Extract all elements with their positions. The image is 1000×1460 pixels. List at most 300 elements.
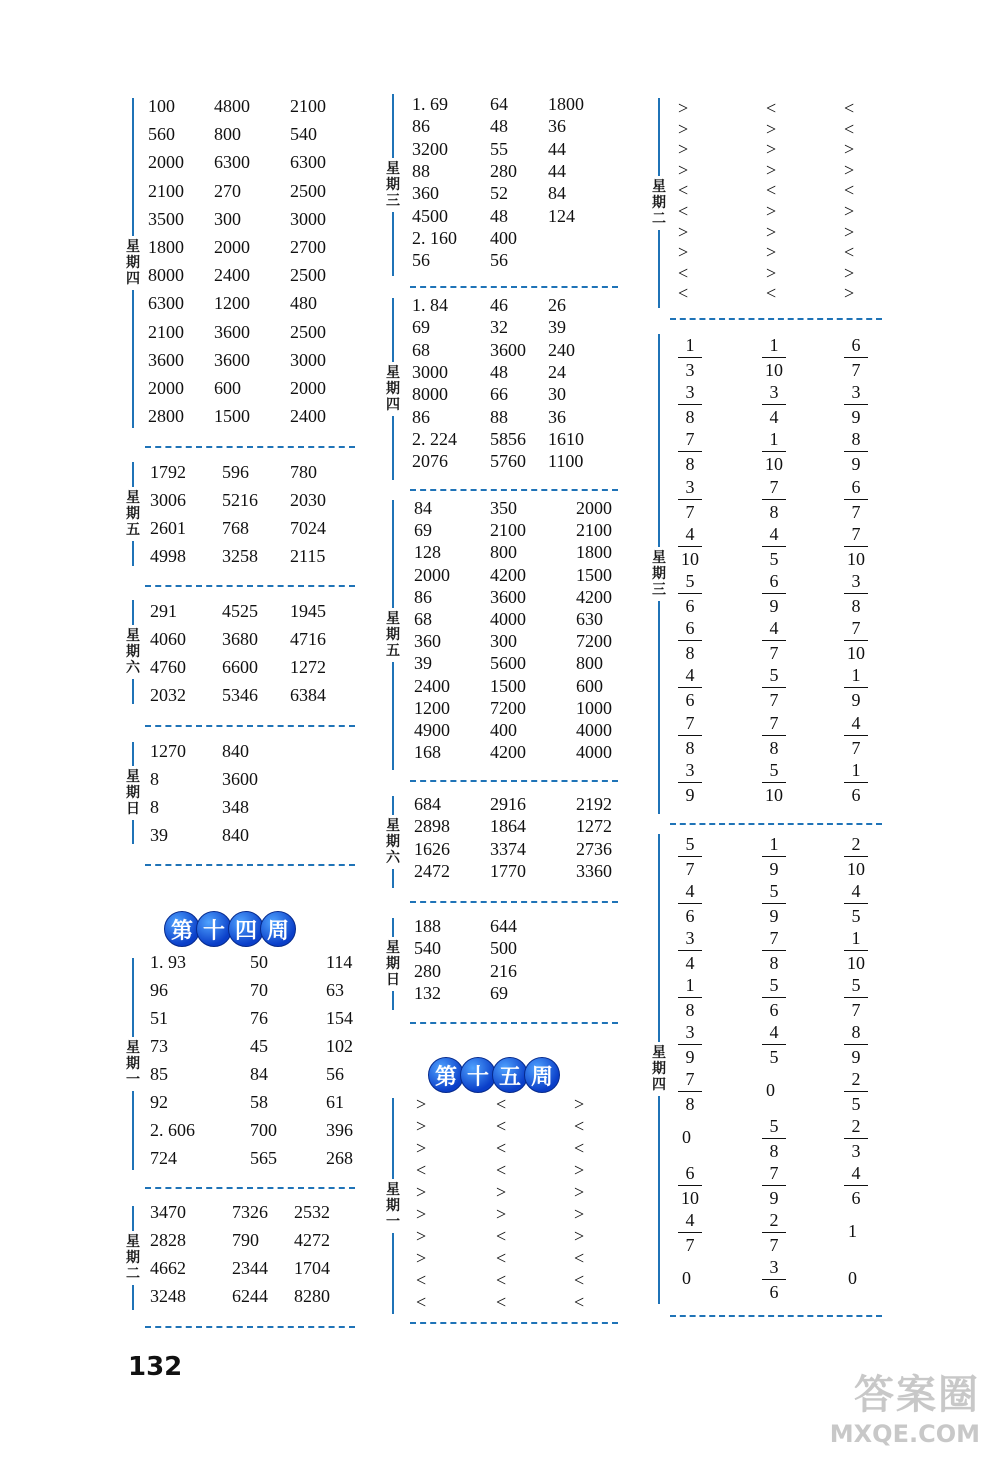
answer-cell: > (766, 201, 777, 221)
answer-cell: 36 (548, 406, 566, 427)
label-rule (132, 679, 134, 704)
answer-cell: < (496, 1138, 507, 1158)
answer-cell: 1800 (148, 237, 184, 257)
answer-cell: 4200 (490, 742, 526, 763)
answer-cell: 480 (290, 293, 317, 314)
section-divider (410, 901, 618, 903)
numerator: 3 (851, 571, 861, 591)
answer-cell: 73 (150, 1036, 168, 1056)
answer-cell: 5600 (490, 653, 526, 674)
label-char: 二 (126, 1266, 140, 1282)
answer-cell: 540 (414, 938, 441, 959)
fraction-bar (678, 1091, 702, 1092)
label-char: 星 (386, 365, 400, 381)
denominator: 5 (769, 548, 779, 569)
label-char: 二 (652, 211, 666, 227)
answer-cell: 4272 (294, 1230, 330, 1250)
fraction (676, 1209, 704, 1256)
numerator: 1 (769, 335, 779, 355)
answer-cell: 2000 (214, 237, 250, 257)
denominator: 9 (851, 407, 861, 428)
answer-cell: 2000 (148, 152, 184, 173)
fraction (842, 523, 870, 570)
answer-cell: 4900 (414, 720, 450, 740)
answer-cell: 1270 (150, 741, 186, 761)
denominator: 8 (685, 643, 695, 664)
answer-cell: 2800 (148, 406, 184, 427)
answer-cell: 3500 (148, 208, 184, 229)
answer-cell: 2000 (414, 564, 450, 585)
numerator: 3 (769, 382, 779, 403)
answer-cell: < (574, 1116, 585, 1136)
fraction-bar (678, 593, 702, 594)
answer-cell: 168 (414, 742, 441, 763)
answer-cell: > (844, 139, 855, 160)
fraction-bar (762, 1138, 786, 1139)
fraction (676, 759, 704, 806)
fraction (760, 1162, 788, 1209)
answer-cell: 0 (766, 1080, 775, 1100)
denominator: 6 (851, 784, 861, 805)
denominator: 10 (681, 1188, 699, 1208)
numerator: 1 (851, 665, 861, 686)
denominator: 6 (769, 1282, 779, 1302)
answer-cell: < (496, 1292, 507, 1312)
fraction (760, 428, 788, 475)
denominator: 6 (685, 906, 695, 926)
fraction (842, 381, 870, 428)
answer-cell: 268 (326, 1148, 353, 1168)
answer-cell: 3600 (490, 586, 526, 607)
fraction (842, 1021, 870, 1068)
weekday-label (646, 334, 672, 814)
denominator: 8 (685, 1000, 695, 1020)
answer-cell: 800 (490, 542, 517, 563)
fraction-bar (678, 903, 702, 904)
fraction (842, 927, 870, 974)
answer-cell: 3600 (222, 769, 258, 789)
answer-cell: 66 (490, 384, 508, 405)
answer-cell: > (766, 159, 777, 180)
numerator: 7 (769, 712, 779, 733)
denominator: 9 (769, 1188, 779, 1208)
section-divider (145, 1187, 355, 1189)
answer-cell: 644 (490, 916, 517, 936)
fraction (842, 617, 870, 664)
denominator: 8 (685, 737, 695, 758)
fraction-bar (762, 1044, 786, 1045)
numerator: 7 (685, 1069, 695, 1089)
label-rule (392, 918, 394, 937)
label-rule (658, 601, 660, 814)
label-char: 星 (126, 769, 140, 785)
fraction-bar (762, 903, 786, 904)
answer-cell: 45 (250, 1036, 268, 1056)
fraction (842, 334, 870, 381)
denominator: 6 (769, 1000, 779, 1020)
answer-cell: 1 (848, 1221, 857, 1241)
answer-cell: 2532 (294, 1202, 330, 1222)
answer-cell: < (574, 1248, 585, 1268)
fraction-bar (844, 735, 868, 736)
answer-cell: 32 (490, 317, 508, 338)
numerator: 7 (685, 712, 695, 733)
answer-cell: > (574, 1160, 585, 1180)
denominator: 7 (851, 1000, 861, 1020)
fraction (760, 880, 788, 927)
section-divider (670, 1315, 882, 1317)
answer-cell: 2898 (414, 816, 450, 837)
answer-cell: 56 (490, 250, 508, 271)
numerator: 8 (851, 1022, 861, 1042)
label-char: 期 (652, 1061, 666, 1077)
badge-char: 四 (228, 911, 264, 947)
fraction (760, 617, 788, 664)
fraction (760, 1021, 788, 1068)
answer-cell: 96 (150, 980, 168, 1000)
answer-cell: 1626 (414, 838, 450, 859)
answer-cell: 2192 (576, 794, 612, 814)
label-rule (658, 834, 660, 1042)
fraction (676, 927, 704, 974)
answer-cell: > (678, 242, 689, 263)
answer-cell: < (416, 1160, 427, 1180)
answer-cell: > (574, 1204, 585, 1224)
answer-cell: 565 (250, 1148, 277, 1168)
label-rule (658, 334, 660, 547)
numerator: 7 (769, 928, 779, 948)
fraction (842, 712, 870, 759)
answer-cell: 768 (222, 518, 249, 538)
label-char: 三 (652, 582, 666, 598)
label-char: 星 (386, 940, 400, 956)
fraction (760, 927, 788, 974)
answer-cell: 7200 (490, 697, 526, 718)
answer-cell: 4662 (150, 1258, 186, 1278)
answer-cell: 2000 (576, 498, 612, 518)
answer-cell: 1500 (576, 564, 612, 585)
section-divider (145, 725, 355, 727)
fraction (676, 1068, 704, 1115)
weekday-label-text (386, 1179, 400, 1233)
weekday-label-text (386, 362, 400, 416)
fraction-bar (762, 997, 786, 998)
fraction-bar (678, 997, 702, 998)
fraction-bar (762, 451, 786, 452)
denominator: 10 (765, 360, 783, 380)
label-rule (392, 500, 394, 608)
fraction (842, 664, 870, 711)
answer-cell: 240 (548, 339, 575, 360)
numerator: 4 (685, 665, 695, 686)
fraction (676, 334, 704, 381)
answer-cell: 4000 (576, 742, 612, 763)
fraction (760, 664, 788, 711)
answer-cell: 39 (150, 825, 168, 845)
answer-cell: > (766, 242, 777, 263)
fraction-bar (762, 640, 786, 641)
denominator: 8 (685, 407, 695, 428)
answer-cell: 6300 (290, 152, 326, 173)
fraction-bar (844, 546, 868, 547)
numerator: 7 (685, 429, 695, 450)
numerator: 4 (685, 523, 695, 544)
numerator: 3 (851, 382, 861, 403)
answer-cell: 2100 (576, 520, 612, 541)
answer-cell: 2916 (490, 794, 526, 814)
fraction-bar (762, 1185, 786, 1186)
answer-cell: 24 (548, 361, 566, 382)
weekday-label (120, 742, 146, 844)
numerator: 1 (685, 975, 695, 995)
fraction (676, 476, 704, 523)
label-rule (132, 98, 134, 236)
answer-cell: 2601 (150, 518, 186, 538)
label-rule (132, 290, 134, 428)
denominator: 10 (847, 859, 865, 879)
answer-cell: 2500 (290, 180, 326, 201)
answer-cell: > (844, 201, 855, 221)
fraction (842, 759, 870, 806)
answer-cell: < (766, 180, 777, 201)
page-number: 132 (128, 1352, 183, 1382)
watermark (830, 1363, 980, 1448)
answer-cell: 6600 (222, 657, 258, 677)
numerator: 8 (851, 429, 861, 450)
answer-cell: 69 (414, 520, 432, 541)
answer-cell: > (766, 221, 777, 242)
numerator: 6 (851, 335, 861, 355)
fraction (676, 570, 704, 617)
fraction-bar (762, 687, 786, 688)
answer-cell: 2100 (490, 520, 526, 541)
answer-cell: 88 (412, 160, 430, 181)
answer-cell: 684 (414, 794, 441, 814)
denominator: 5 (769, 1047, 779, 1067)
answer-cell: 4060 (150, 629, 186, 649)
answer-cell: 55 (490, 138, 508, 159)
answer-cell: 400 (490, 227, 517, 248)
answer-cell: 4200 (576, 586, 612, 607)
answer-cell: 2500 (290, 265, 326, 286)
answer-cell: 270 (214, 180, 241, 201)
numerator: 5 (769, 665, 779, 686)
denominator: 10 (847, 643, 865, 664)
numerator: 2 (769, 1210, 779, 1230)
denominator: 6 (851, 1188, 861, 1208)
fraction-bar (678, 687, 702, 688)
answer-cell: > (766, 118, 777, 139)
denominator: 3 (685, 360, 695, 380)
answer-cell: 5216 (222, 490, 258, 510)
answer-cell: 2100 (290, 96, 326, 116)
answer-cell: < (496, 1160, 507, 1180)
label-char: 一 (386, 1214, 400, 1230)
answer-cell: > (678, 139, 689, 160)
fraction (760, 833, 788, 880)
label-rule (658, 1096, 660, 1304)
fraction-bar (678, 782, 702, 783)
numerator: 5 (769, 759, 779, 780)
fraction (842, 1162, 870, 1209)
fraction (760, 1209, 788, 1256)
answer-cell: 6384 (290, 685, 326, 705)
answer-cell: 291 (150, 601, 177, 621)
denominator: 7 (769, 643, 779, 664)
denominator: 9 (851, 1047, 861, 1067)
answer-cell: 596 (222, 462, 249, 482)
numerator: 7 (851, 523, 861, 544)
numerator: 5 (851, 975, 861, 995)
answer-cell: 540 (290, 124, 317, 145)
answer-cell: 1. 84 (412, 295, 448, 315)
answer-cell: > (766, 262, 777, 283)
fraction-bar (678, 451, 702, 452)
label-rule (392, 1098, 394, 1179)
answer-cell: < (844, 98, 855, 118)
answer-cell: 2700 (290, 237, 326, 257)
label-rule (658, 230, 660, 308)
label-char: 期 (126, 1250, 140, 1266)
answer-cell: 86 (414, 586, 432, 607)
answer-cell: 128 (414, 542, 441, 563)
numerator: 1 (851, 928, 861, 948)
answer-cell: < (496, 1094, 507, 1114)
numerator: 6 (769, 571, 779, 591)
label-char: 期 (386, 627, 400, 643)
answer-cell: 3680 (222, 629, 258, 649)
badge-char: 十 (460, 1057, 496, 1093)
fraction-bar (762, 735, 786, 736)
fraction-bar (762, 593, 786, 594)
section-divider (410, 1322, 618, 1324)
fraction-bar (762, 357, 786, 358)
denominator: 6 (685, 690, 695, 711)
answer-cell: 3600 (490, 339, 526, 360)
answer-cell: 4998 (150, 546, 186, 566)
answer-cell: 8280 (294, 1286, 330, 1306)
answer-cell: 68 (414, 609, 432, 629)
answer-cell: > (416, 1116, 427, 1136)
denominator: 7 (769, 690, 779, 711)
answer-cell: < (766, 98, 777, 118)
label-char: 星 (126, 1040, 140, 1056)
answer-cell: 1864 (490, 816, 526, 837)
weekday-label (380, 796, 406, 888)
fraction-bar (762, 1279, 786, 1280)
weekday-label-text (652, 1042, 666, 1096)
fraction-bar (678, 1185, 702, 1186)
answer-cell: < (766, 283, 777, 304)
fraction-bar (844, 640, 868, 641)
label-rule (392, 212, 394, 276)
numerator: 5 (685, 834, 695, 854)
answer-cell: > (678, 98, 689, 118)
fraction (760, 523, 788, 570)
numerator: 1 (769, 834, 779, 854)
answer-cell: 1200 (414, 697, 450, 718)
fraction-bar (762, 546, 786, 547)
badge-char: 第 (428, 1057, 464, 1093)
answer-cell: 56 (326, 1064, 344, 1084)
label-char: 三 (386, 193, 400, 209)
fraction (676, 381, 704, 428)
answer-cell: 4716 (290, 629, 326, 649)
answer-cell: 85 (150, 1064, 168, 1084)
fraction-bar (844, 903, 868, 904)
answer-cell: 2000 (148, 378, 184, 398)
label-rule (132, 600, 134, 625)
answer-cell: 100 (148, 96, 175, 116)
answer-cell: 1610 (548, 428, 584, 449)
answer-cell: 114 (326, 952, 353, 972)
fraction-bar (844, 687, 868, 688)
denominator: 5 (851, 1094, 861, 1114)
answer-cell: < (496, 1226, 507, 1246)
fraction-bar (844, 950, 868, 951)
denominator: 8 (769, 1141, 779, 1161)
label-rule (132, 1206, 134, 1231)
fraction-bar (762, 782, 786, 783)
fraction (842, 570, 870, 617)
denominator: 4 (769, 407, 779, 428)
fraction-bar (844, 499, 868, 500)
section-divider (410, 1022, 618, 1024)
label-rule (392, 991, 394, 1010)
answer-cell: 780 (290, 462, 317, 482)
section-divider (410, 489, 618, 491)
answer-cell: 1200 (214, 293, 250, 314)
answer-cell: 30 (548, 384, 566, 405)
fraction (676, 833, 704, 880)
badge-char: 五 (492, 1057, 528, 1093)
fraction-bar (844, 404, 868, 405)
label-rule (392, 416, 394, 480)
numerator: 5 (769, 975, 779, 995)
section-divider (145, 446, 355, 448)
denominator: 9 (851, 690, 861, 711)
fraction-bar (678, 950, 702, 951)
weekday-label-text (386, 937, 400, 991)
weekday-label (120, 958, 146, 1170)
answer-cell: 68 (412, 339, 430, 360)
answer-cell: 4000 (490, 609, 526, 629)
weekday-label (380, 500, 406, 770)
answer-cell: < (678, 201, 689, 221)
answer-cell: 154 (326, 1008, 353, 1028)
answer-cell: 2115 (290, 546, 326, 566)
answer-cell: 3374 (490, 838, 526, 859)
fraction-bar (678, 357, 702, 358)
denominator: 3 (851, 1141, 861, 1161)
fraction (842, 476, 870, 523)
answer-cell: 3000 (412, 361, 448, 382)
numerator: 4 (685, 881, 695, 901)
week-title-badge (168, 912, 296, 946)
answer-cell: 1500 (214, 406, 250, 427)
weekday-label (380, 94, 406, 276)
answer-cell: 84 (250, 1064, 268, 1084)
answer-cell: > (574, 1226, 585, 1246)
fraction-bar (678, 546, 702, 547)
label-char: 期 (126, 1056, 140, 1072)
answer-cell: 3248 (150, 1286, 186, 1306)
answer-cell: > (844, 221, 855, 242)
weekday-label (120, 600, 146, 704)
answer-cell: 6300 (148, 293, 184, 314)
answer-cell: 4000 (576, 720, 612, 740)
answer-cell: 348 (222, 797, 249, 817)
